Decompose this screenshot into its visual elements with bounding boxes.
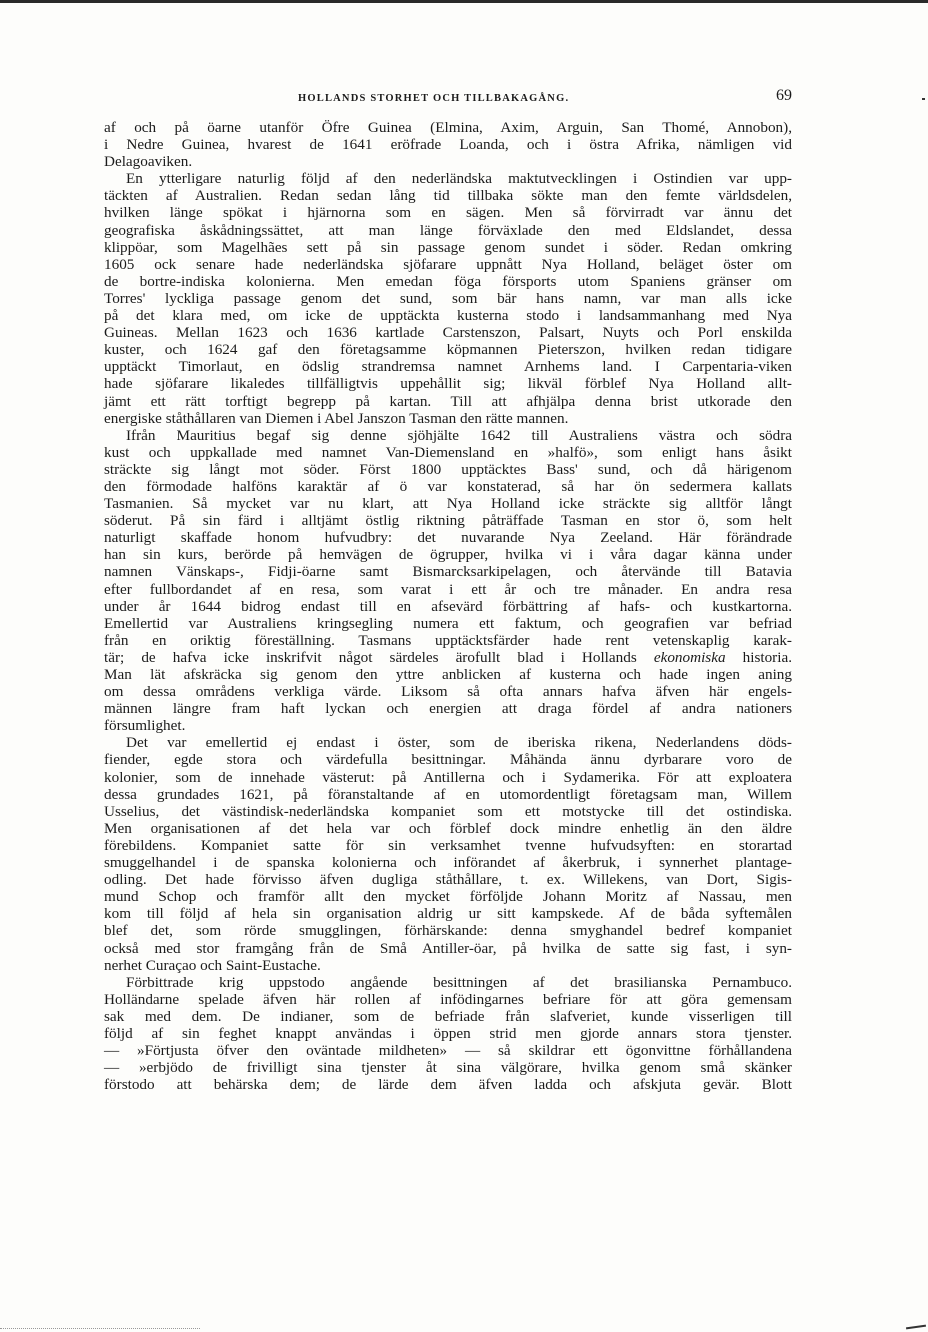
text-line: klippöar, som Magelhães sett på sin passage genom sundet i söder. Redan omkring <box>104 238 792 256</box>
running-title: HOLLANDS STORHET OCH TILLBAKAGÅNG. <box>298 93 570 104</box>
text-line: Emellertid var Australiens kringsegling numera ett faktum, och geografien var befriad <box>104 614 792 632</box>
text-line: i Nedre Guinea, hvarest de 1641 eröfrade Loanda, och i östra Afrika, nämligen vid <box>104 136 792 154</box>
text-line: kolonier, som de innehade västerut: på Antillerna och i Sydamerika. För att exploatera <box>104 768 792 786</box>
text-line: energiske ståthållaren van Diemen i Abel Janszon Tasman den rätte mannen. <box>104 409 569 427</box>
text-line: Torres' lyckliga passage genom det sund, som bär hans namn, var man alls icke <box>104 289 792 307</box>
text-line: jämt ett rätt torftigt begrepp på kartan. Till att afhjälpa denna brist utkorade den <box>104 392 792 410</box>
text-line: Tasmanien. Så mycket var nu klart, att Nya Holland icke sträckte sig alltför långt <box>104 495 792 513</box>
text-line: på det klara med, om icke de upptäckta kusterna stodo i landsammanhang med Nya <box>104 307 792 325</box>
text-line: den förmodade halföns karaktär af ö var konstaterad, så har ön sedermera kallats <box>104 477 792 495</box>
text-line: söderut. På sin färd i alltjämt östlig riktning påträffade Tasman en stor ö, som helt <box>104 512 792 530</box>
text-line: Man lät afskräcka sig genom den yttre anblicken af kusterna och hade ingen aning <box>104 666 792 683</box>
text-line: från en oriktig föreställning. Tasmans upptäcktsfärder hade rent vetenskaplig karak- <box>104 631 792 649</box>
text-line: sak med dem. De indianer, som de befriade från slafveriet, kunde visserligen till <box>104 1007 792 1025</box>
text-line: mund Schop och framför allt den mycket förföljde Johann Moritz af Nassau, men <box>104 888 792 906</box>
text-line: dessa grundades 1621, på föranstaltande af en utomordentligt företagsam man, Willem <box>104 785 792 803</box>
text-line: naturligt skaffade honom hufvudbry: det nuvarande Nya Zeeland. Här förändrade <box>104 529 792 547</box>
page-header <box>104 89 792 109</box>
text-line: Delagoaviken. <box>104 153 193 171</box>
text-line: af och på öarne utanför Öfre Guinea (Elmina, Axim, Arguin, San Thomé, Annobon), <box>104 119 792 136</box>
text-line: Men organisationen af det hela var och förblef dock mindre enhetlig än den äldre <box>104 819 792 837</box>
text-line: smuggelhandel i de spanska kolonierna och införandet af åkerbruk, i synnerhet plantage- <box>104 854 792 872</box>
text-line: Holländarne spelade äfven här rollen af infödingarnes befriare för att göra gemensam <box>104 990 792 1008</box>
text-line: om dessa områdens verkliga värde. Liksom så ofta annars hafva äfven här engels- <box>104 683 792 701</box>
text-line: Usselius, det västindisk-nederländska kompaniet som ett motstycke till det ostindiska. <box>104 802 792 820</box>
text-line: Ifrån Mauritius begaf sig denne sjöhjälte 1642 till Australiens västra och södra <box>126 426 792 444</box>
text-line: namnen Vänskaps-, Fidji-öarne samt Bismarcksarkipelagen, och återvände till Batavia <box>104 563 792 581</box>
text-line: kust och uppkallade med namnet Van-Diemensland en »halfö», som enligt hans åsikt <box>104 443 792 461</box>
text-line: hade sjöfarare likaledes tillfälligtvis uppehållit sig; likväl förblef Nya Holland allt- <box>104 375 792 393</box>
top-edge-rule <box>0 0 928 3</box>
text-line: fiender, egde stora och värdefulla besittningar. Måhända ännu dyrbarare voro de <box>104 751 792 769</box>
text-line: kuster, och 1624 gaf den företagsamme köpmannen Pieterszon, hvilken redan tidigare <box>104 341 792 359</box>
text-line: kom till följd af hela sin organisation aldrig ur sitt kampskede. Af de båda syftemålen <box>104 905 792 923</box>
scan-speck <box>922 98 925 100</box>
text-line: odling. Det hade förvisso äfven dugliga ståthållare, t. ex. Willekens, van Dort, Sigis- <box>104 871 792 889</box>
text-line: förebildens. Kompaniet satte för sin verksamhet tvenne hufvudsyften: en storartad <box>104 836 792 854</box>
body-text <box>104 119 792 1093</box>
text-line: Guineas. Mellan 1623 och 1636 kartlade Carstenszon, Palsart, Nuyts och Porl enskilda <box>104 324 792 342</box>
text-line: också med stor framgång från de Små Antiller-öar, på hvilka de satte sig fast, i syn- <box>104 939 792 957</box>
text-line: blef det, som rörde smugglingen, förhärskande: denna smyghandel bedref kompaniet <box>104 922 792 940</box>
text-line: försumlighet. <box>104 717 186 735</box>
text-line: — »Förtjusta öfver den oväntade mildheten» — så skildrar ett ögonvittne förhållandena <box>104 1042 792 1060</box>
text-line: geografiska åskådningssättet, att man länge förväxlade den med Eldslandet, dessa <box>104 221 792 239</box>
emphasized-word: ekonomiska <box>653 648 726 666</box>
text-line: under år 1644 bidrog endast till en afsevärd förbättring af hafs- och kustkartorna. <box>104 597 792 615</box>
text-line: hvilken länge spökat i hjärnorna som en sägen. Men så förvirradt var ännu det <box>104 204 792 222</box>
text-line: upptäckt Timorlaut, en ödslig strandremsa namnet Arnhems land. I Carpentaria-viken <box>104 358 792 376</box>
bottom-scan-edge <box>0 1328 200 1330</box>
page-number: 69 <box>776 87 792 104</box>
text-line: En ytterligare naturlig följd af den nederländska maktutvecklingen i Ostindien var upp- <box>126 170 792 188</box>
text-line: efter fullbordandet af en resa, som varat i ett år och tre månader. En andra resa <box>104 580 792 598</box>
text-line: männen längre fram haft lyckan och energien att draga fördel af andra nationers <box>104 700 792 718</box>
scan-speck <box>906 1325 926 1330</box>
text-line: — »erbjödo de frivilligt sina tjenster åt sina välgörare, hvilka genom små skänker <box>104 1059 792 1077</box>
text-line: han sin kurs, berörde på hemvägen de ögrupper, hvilka vi i våra dagar känna under <box>104 546 792 564</box>
text-line: tär; de hafva icke inskrifvit något särdeles ärofullt blad i Hollands ekonomiska historia. <box>104 648 792 666</box>
text-line: sträckte sig långt mot söder. Först 1800 upptäcktes Bass' sund, och då härigenom <box>104 460 792 478</box>
text-line: 1605 ock senare hade nederländska sjöfarare uppnått Nya Holland, beläget öster om <box>104 255 792 273</box>
text-line: täckten af Australien. Redan sedan lång tid tillbaka sökte man den femte världsdelen, <box>104 187 792 205</box>
text-line: Förbittrade krig uppstodo angående besittningen af det brasilianska Pernambuco. <box>126 973 792 991</box>
text-line: nerhet Curaçao och Saint-Eustache. <box>104 956 321 974</box>
text-line: de bortre-indiska kolonierna. Men emedan föga försports utom Spaniens gränser om <box>104 272 792 290</box>
text-line: förstodo att behärska dem; de lärde dem äfven ladda och afskjuta gevär. Blott <box>104 1076 792 1094</box>
text-line: följd af sin feghet knappt användas i öppen strid men gjorde annars stora tjenster. <box>104 1024 792 1042</box>
text-line: Det var emellertid ej endast i öster, som de iberiska rikena, Nederlandens döds- <box>126 734 792 752</box>
